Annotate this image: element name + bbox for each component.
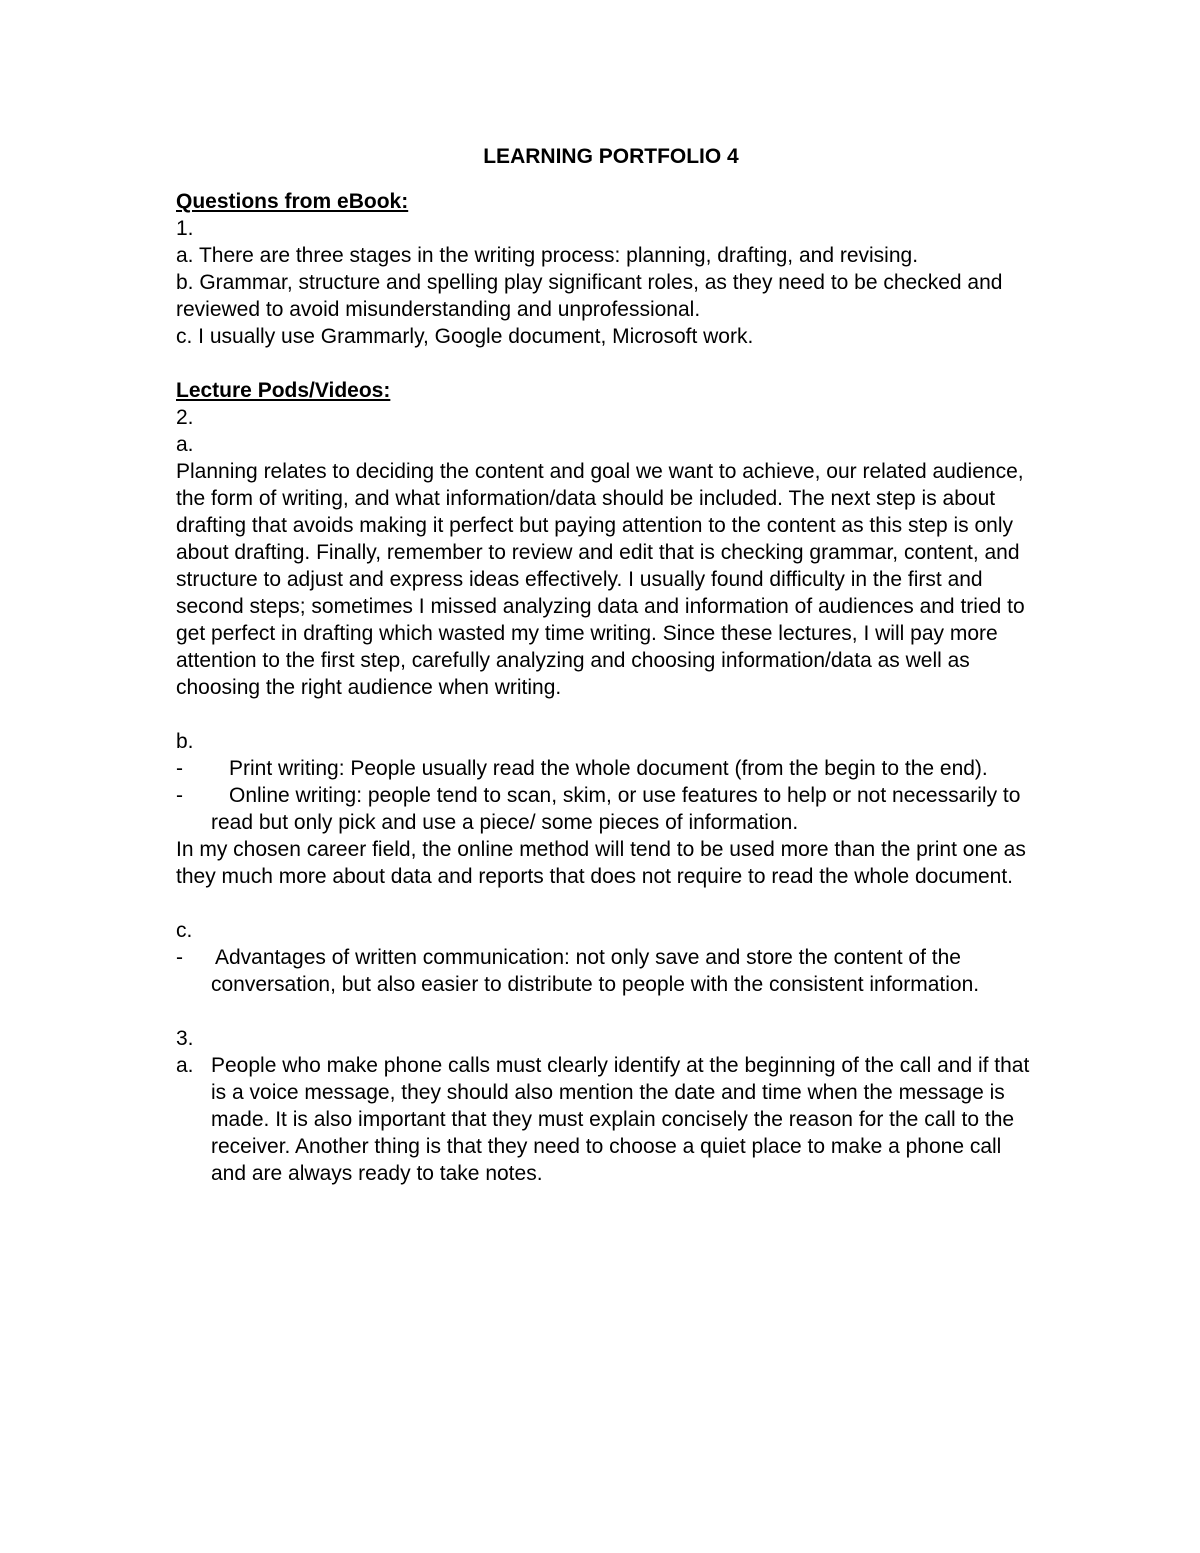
answer-1c: c. I usually use Grammarly, Google document, Microsoft work.: [176, 325, 754, 348]
bullet-item: [176, 755, 1036, 782]
spacer: [176, 998, 1036, 1025]
bullet-dash: -: [176, 757, 183, 780]
bullet-item: [176, 944, 1036, 998]
bullet-text-advantages: Advantages of written communication: not only save and store the content of the conversation, but also easier to distribute to people with the consistent information.: [211, 946, 980, 996]
question-number-3: 3.: [176, 1027, 194, 1050]
answer-2c-label: c.: [176, 919, 193, 942]
spacer: [176, 701, 1036, 728]
answer-2b-text: In my chosen career field, the online method will tend to be used more than the print one as they much more about data and reports that does not require to read the whole document.: [176, 838, 1026, 888]
answer-3a-text: People who make phone calls must clearly identify at the beginning of the call and if that is a voice message, they should also mention the date and time when the message is made. It is also important that they must explain concisely the reason for the call to the receiver. Another thing is that they need to choose a quiet place to make a phone call and are always ready to take notes.: [211, 1054, 1030, 1185]
section-heading-lectures: Lecture Pods/Videos:: [176, 379, 391, 402]
section-heading-ebook: Questions from eBook:: [176, 190, 409, 213]
spacer: [176, 890, 1036, 917]
bullet-text-print: Print writing: People usually read the whole document (from the begin to the end).: [229, 757, 988, 780]
bullet-dash: -: [176, 946, 183, 969]
answer-3a-label: a.: [176, 1054, 194, 1077]
document-body: [176, 143, 1036, 1187]
bullet-text-online: Online writing: people tend to scan, skim, or use features to help or not necessarily to read but only pick and use a piece/ some pieces of information.: [211, 784, 1021, 834]
question-number-1: 1.: [176, 217, 194, 240]
bullet-dash: -: [176, 784, 183, 807]
document-title: LEARNING PORTFOLIO 4: [483, 145, 739, 168]
spacer: [176, 350, 1036, 377]
answer-2b-label: b.: [176, 730, 194, 753]
question-number-2: 2.: [176, 406, 194, 429]
bullet-item: [176, 782, 1036, 836]
answer-2a-text: Planning relates to deciding the content and goal we want to achieve, our related audience, the form of writing, and what information/data should be included. The next step is about drafting that avoids making it perfect but paying attention to the content as this step is only about drafting. Finally, remember to review and edit that is checking grammar, content, and structure to adjust and express ideas effectively. I usually found difficulty in the first and second steps; sometimes I missed analyzing data and information of audiences and tried to get perfect in drafting which wasted my time writing. Since these lectures, I will pay more attention to the first step, carefully analyzing and choosing information/data as well as choosing the right audience when writing.: [176, 460, 1025, 699]
answer-3a: [176, 1052, 1036, 1187]
answer-1b: b. Grammar, structure and spelling play significant roles, as they need to be checked and reviewed to avoid misunderstanding and unprofessional.: [176, 271, 1003, 321]
answer-1a: a. There are three stages in the writing process: planning, drafting, and revising.: [176, 244, 919, 267]
answer-2a-label: a.: [176, 433, 194, 456]
